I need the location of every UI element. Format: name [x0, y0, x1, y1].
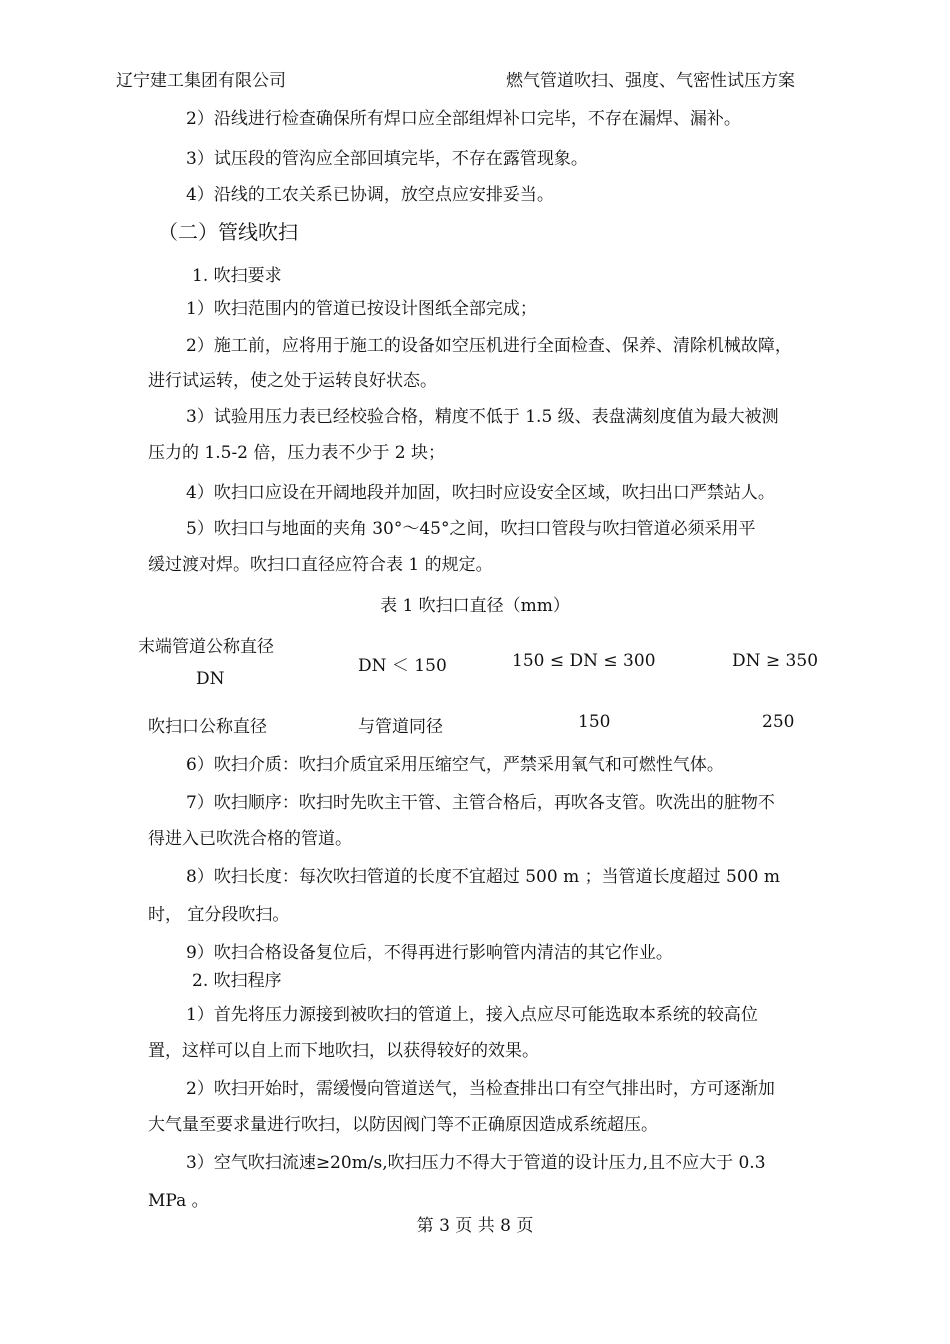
paragraph-line: 1）首先将压力源接到被吹扫的管道上，接入点应尽可能选取本系统的较高位 [186, 1005, 758, 1025]
table-row1-label-dn: DN [196, 669, 225, 689]
paragraph-line: 2）沿线进行检查确保所有焊口应全部组焊补口完毕，不存在漏焊、漏补。 [186, 109, 741, 129]
subsection-heading: 1. 吹扫要求 [192, 266, 282, 286]
paragraph-line: 得进入已吹洗合格的管道。 [148, 829, 352, 849]
paragraph-line: 7）吹扫顺序：吹扫时先吹主干管、主管合格后，再吹各支管。吹洗出的脏物不 [186, 793, 775, 813]
paragraph-line: 进行试运转，使之处于运转良好状态。 [148, 371, 437, 391]
paragraph-line: 8）吹扫长度：每次吹扫管道的长度不宜超过 500 m ；当管道长度超过 500 m [186, 867, 780, 887]
table-cell: DN ＜ 150 [358, 656, 447, 676]
paragraph-line: 3）试验用压力表已经校验合格，精度不低于 1.5 级、表盘满刻度值为最大被测 [186, 407, 779, 427]
paragraph-line: 6）吹扫介质：吹扫介质宜采用压缩空气，严禁采用氧气和可燃性气体。 [186, 755, 724, 775]
table-row2-label: 吹扫口公称直径 [148, 717, 267, 737]
table-cell: DN ≥ 350 [732, 651, 819, 671]
paragraph-line: 3）试压段的管沟应全部回填完毕，不存在露管现象。 [186, 149, 588, 169]
paragraph-line: 1）吹扫范围内的管道已按设计图纸全部完成； [186, 299, 537, 319]
paragraph-line: 4）沿线的工农关系已协调，放空点应安排妥当。 [186, 185, 554, 205]
paragraph-line: 压力的 1.5-2 倍，压力表不少于 2 块； [148, 443, 446, 463]
table-caption: 表 1 吹扫口直径（mm） [380, 596, 570, 616]
paragraph-line: 5）吹扫口与地面的夹角 30°～45°之间，吹扫口管段与吹扫管道必须采用平 [186, 519, 756, 539]
section-heading: （二）管线吹扫 [158, 220, 298, 244]
paragraph-line: 2）吹扫开始时，需缓慢向管道送气，当检查排出口有空气排出时，方可逐渐加 [186, 1079, 775, 1099]
table-cell: 250 [762, 712, 795, 732]
paragraph-line: MPa 。 [148, 1191, 209, 1211]
paragraph-line: 9）吹扫合格设备复位后，不得再进行影响管内清洁的其它作业。 [186, 943, 673, 963]
paragraph-line: 大气量至要求量进行吹扫，以防因阀门等不正确原因造成系统超压。 [148, 1115, 658, 1135]
table-cell: 与管道同径 [358, 717, 443, 737]
page-number-footer: 第 3 页 共 8 页 [416, 1216, 534, 1236]
table-cell: 150 ≤ DN ≤ 300 [512, 651, 656, 671]
paragraph-line: 置，这样可以自上而下地吹扫，以获得较好的效果。 [148, 1041, 539, 1061]
table-cell: 150 [578, 712, 611, 732]
subsection-heading: 2. 吹扫程序 [192, 971, 282, 991]
paragraph-line: 时， 宜分段吹扫。 [148, 905, 290, 925]
paragraph-line: 缓过渡对焊。吹扫口直径应符合表 1 的规定。 [148, 555, 493, 575]
header-company: 辽宁建工集团有限公司 [116, 71, 286, 91]
paragraph-line: 3）空气吹扫流速≥20m/s,吹扫压力不得大于管道的设计压力,且不应大于 0.3 [186, 1153, 766, 1173]
paragraph-line: 4）吹扫口应设在开阔地段并加固，吹扫时应设安全区域，吹扫出口严禁站人。 [186, 483, 775, 503]
header-document-title: 燃气管道吹扫、强度、气密性试压方案 [506, 71, 795, 91]
paragraph-line: 2）施工前，应将用于施工的设备如空压机进行全面检查、保养、清除机械故障， [186, 336, 792, 356]
table-row1-label: 末端管道公称直径 [138, 637, 274, 657]
